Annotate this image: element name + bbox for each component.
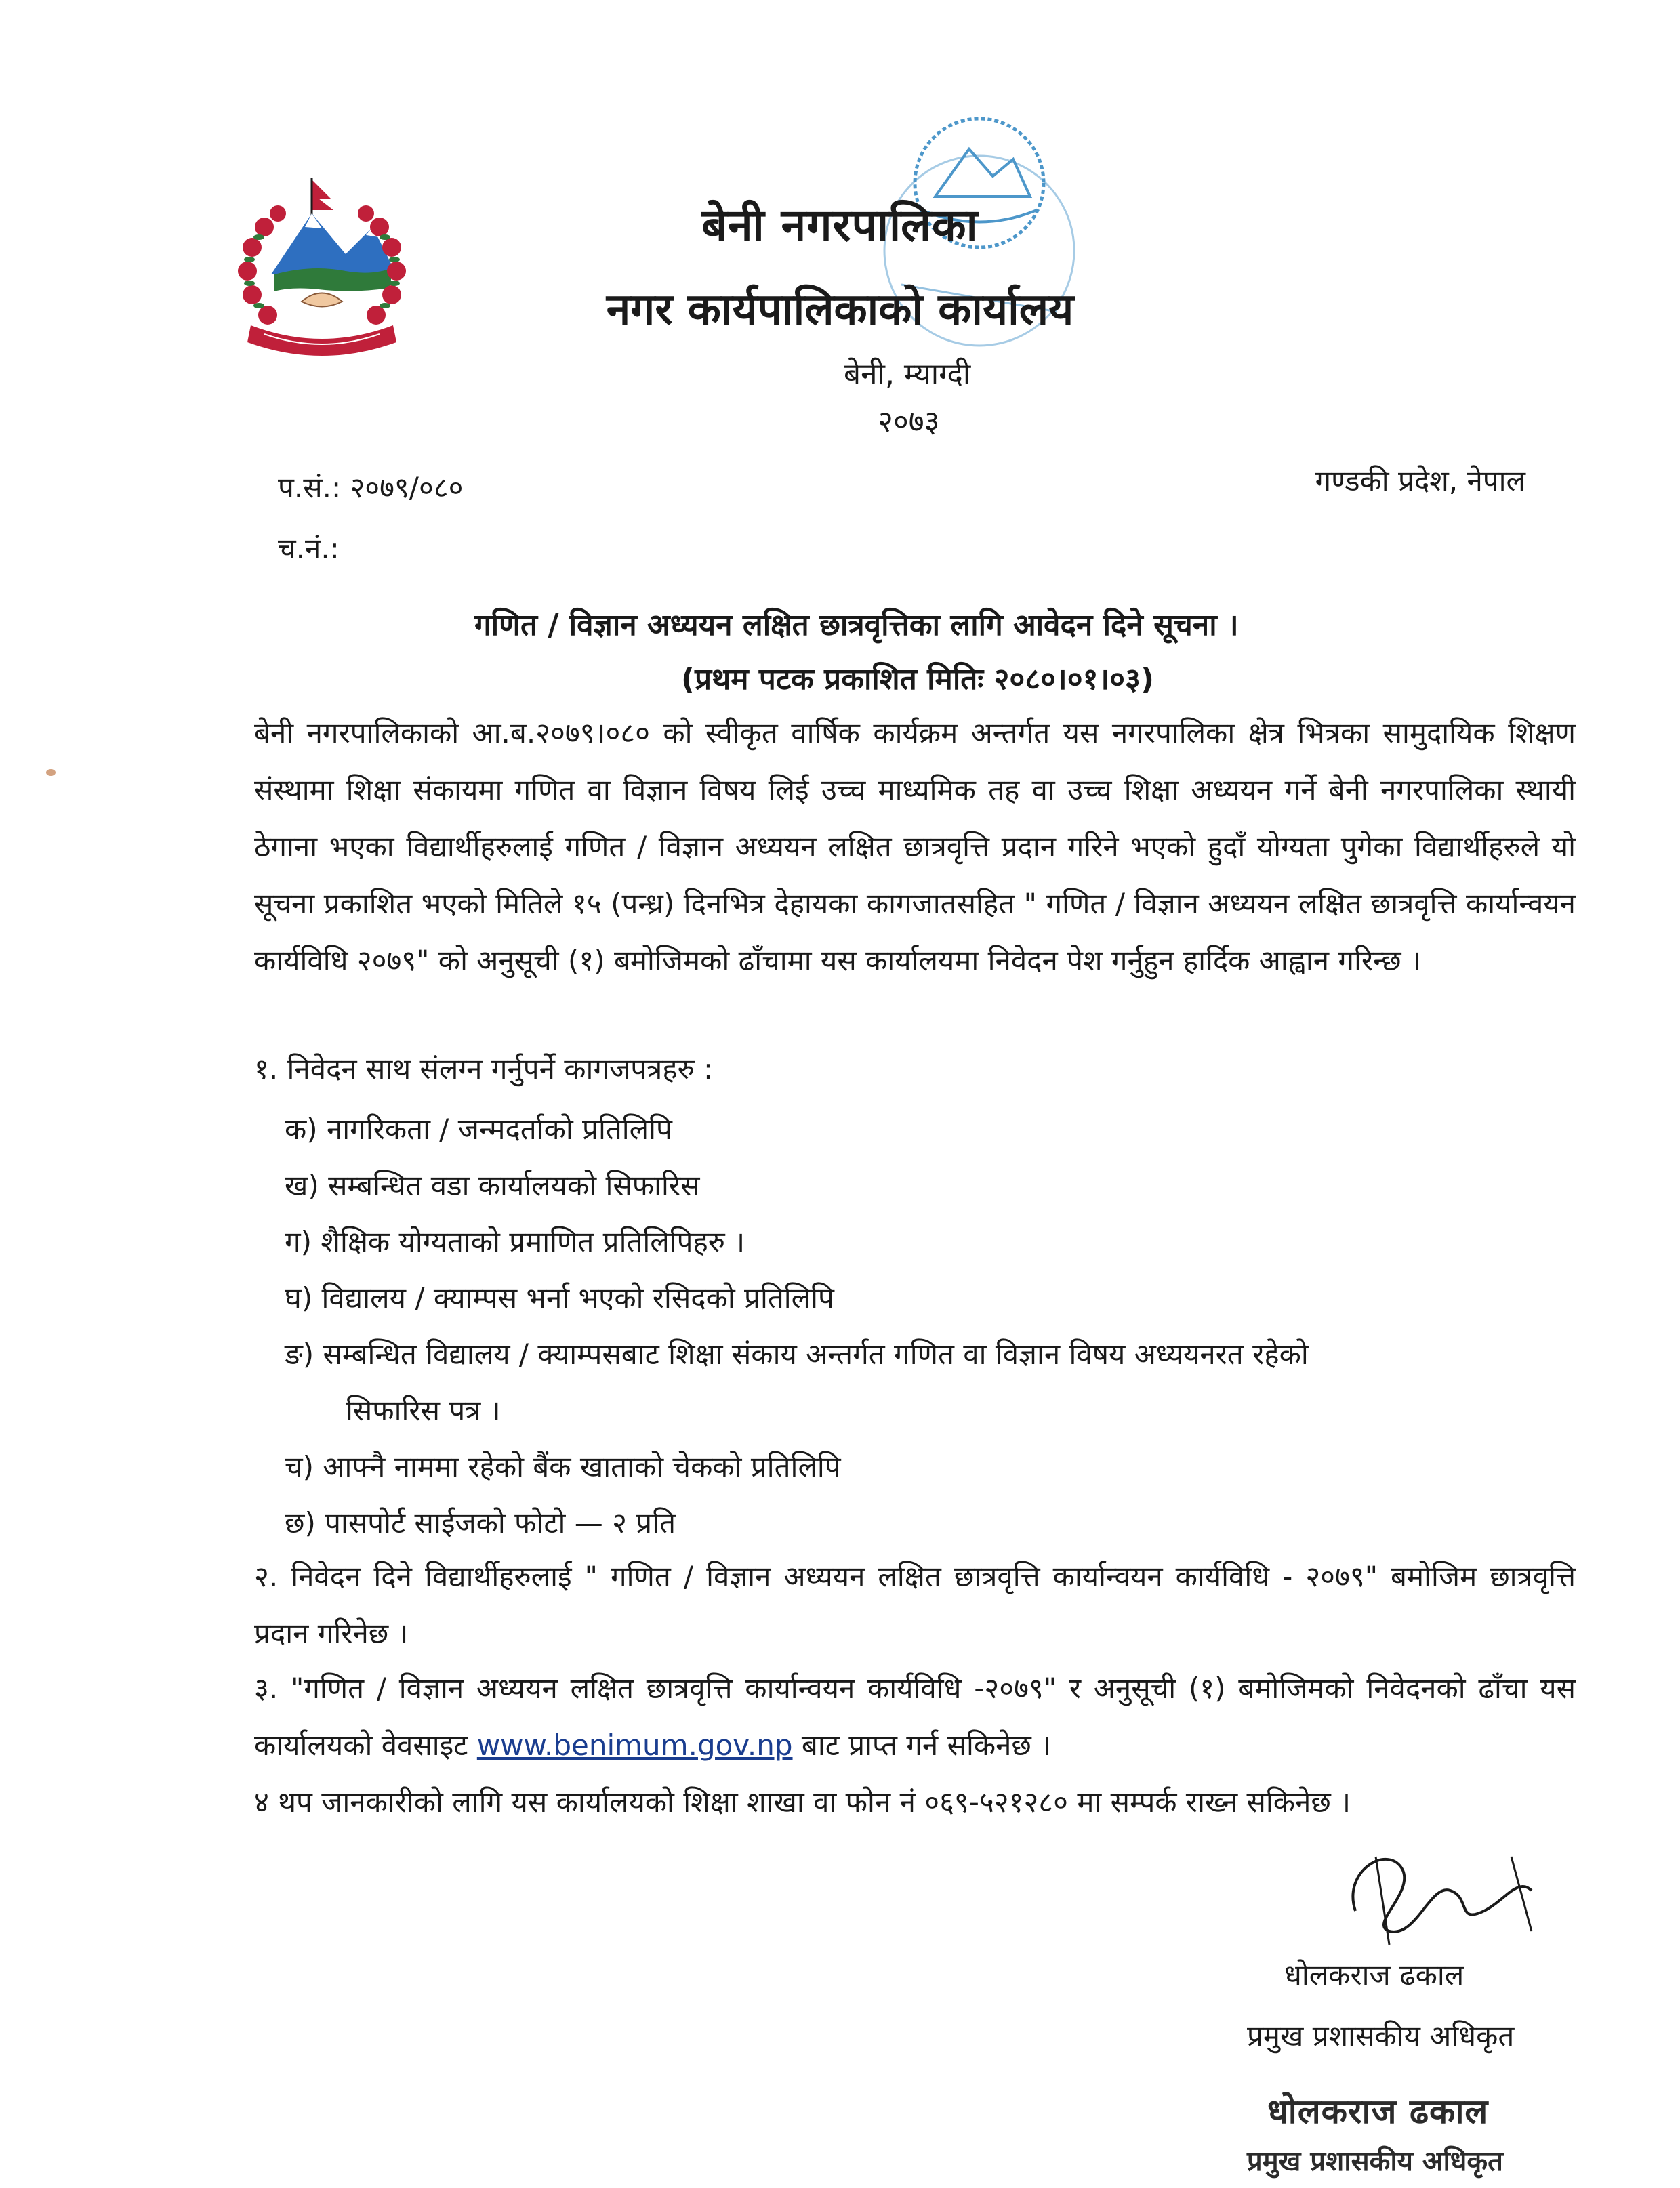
list-item: ग) शैक्षिक योग्यताको प्रमाणित प्रतिलिपिहरु । [285, 1225, 745, 1258]
ink-smudge [46, 769, 56, 776]
section-3-pre: ३. "गणित / विज्ञान अध्ययन लक्षित छात्रवृत्ति कार्यान्वयन कार्यविधि -२०७९" र अनुसूची (१) बमोजिमको निवेदनको ढाँचा यस कार्यालयको वेवसाइट [254, 1672, 1576, 1762]
list-item: सिफारिस पत्र । [346, 1394, 501, 1427]
notice-title: गणित / विज्ञान अध्ययन लक्षित छात्रवृत्तिका लागि आवेदन दिने सूचना । [474, 608, 1239, 642]
section-2-text: २. निवेदन दिने विद्यार्थीहरुलाई " गणित / विज्ञान अध्ययन लक्षित छात्रवृत्ति कार्यान्वयन कार्यविधि - २०७९" बमोजिम छात्रवृत्ति प्रदान गरिनेछ । [254, 1560, 1576, 1650]
section-3-text [254, 1660, 1576, 1774]
name-stamp: धोलकराज ढकाल [1267, 2092, 1489, 2131]
list-item: ङ) सम्बन्धित विद्यालय / क्याम्पसबाट शिक्षा संकाय अन्तर्गत गणित वा विज्ञान विषय अध्ययनरत रहेको [285, 1338, 1309, 1371]
designation-stamp: प्रमुख प्रशासकीय अधिकृत [1247, 2146, 1503, 2177]
list-item: छ) पासपोर्ट साईजको फोटो — २ प्रति [285, 1506, 676, 1540]
notice-body: बेनी नगरपालिकाको आ.ब.२०७९।०८० को स्वीकृत वार्षिक कार्यक्रम अन्तर्गत यस नगरपालिका क्षेत्र भित्रका सामुदायिक शिक्षण संस्थामा शिक्षा संकायमा गणित वा विज्ञान विषय लिई उच्च माध्यमिक तह वा उच्च शिक्षा अध्ययन गर्ने बेनी नगरपालिका स्थायी ठेगाना भएका विद्यार्थीहरुलाई गणित / विज्ञान अध्ययन लक्षित छात्रवृत्ति प्रदान गरिने भएको हुदाँ योग्यता पुगेका विद्यार्थीहरुले यो सूचना प्रकाशित भएको मितिले १५ (पन्ध्र) दिनभित्र देहायका कागजातसहित " गणित / विज्ञान अध्ययन लक्षित छात्रवृत्ति कार्यान्वयन कार्यविधि २०७९" को अनुसूची (१) बमोजिमको ढाँचामा यस कार्यालयमा निवेदन पेश गर्नुहुन हार्दिक आह्वान गरिन्छ । [254, 716, 1576, 977]
office-name: नगर कार्यपालिकाको कार्यालय [606, 285, 1074, 335]
section-4-text: ४ थप जानकारीको लागि यस कार्यालयको शिक्षा शाखा वा फोन नं ०६९-५२१२८० मा सम्पर्क राख्न सकिनेछ । [254, 1786, 1351, 1819]
municipality-name: बेनी नगरपालिका [701, 199, 979, 251]
list-item: क) नागरिकता / जन्मदर्ताको प्रतिलिपि [285, 1113, 672, 1146]
signatory-designation: प्रमुख प्रशासकीय अधिकृत [1247, 2019, 1515, 2052]
office-address: बेनी, म्याग्दी [844, 357, 971, 392]
list-item: घ) विद्यालय / क्याम्पस भर्ना भएको रसिदको प्रतिलिपि [285, 1281, 834, 1315]
province-name: गण्डकी प्रदेश, नेपाल [1315, 464, 1525, 497]
signatory-name: धोलकराज ढकाल [1284, 1958, 1464, 1991]
website-link[interactable]: www.benimum.gov.np [476, 1729, 793, 1762]
dispatch-number: च.नं.: [278, 532, 340, 565]
list-item: ख) सम्बन्धित वडा कार्यालयको सिफारिस [285, 1169, 700, 1202]
document-list [285, 1101, 1309, 1551]
list-item: च) आफ्नै नाममा रहेको बैंक खाताको चेकको प्रतिलिपि [285, 1450, 841, 1483]
reference-number: प.सं.: २०७९/०८० [278, 471, 464, 504]
section-1-heading: १. निवेदन साथ संलग्न गर्नुपर्ने कागजपत्रहरु : [254, 1052, 714, 1086]
section-3-post: बाट प्राप्त गर्न सकिनेछ । [792, 1729, 1052, 1762]
handwritten-signature [1328, 1830, 1559, 1952]
established-year: २०७३ [878, 405, 940, 439]
notice-subtitle: (प्रथम पटक प्रकाशित मितिः २०८०।०१।०३) [681, 662, 1154, 697]
